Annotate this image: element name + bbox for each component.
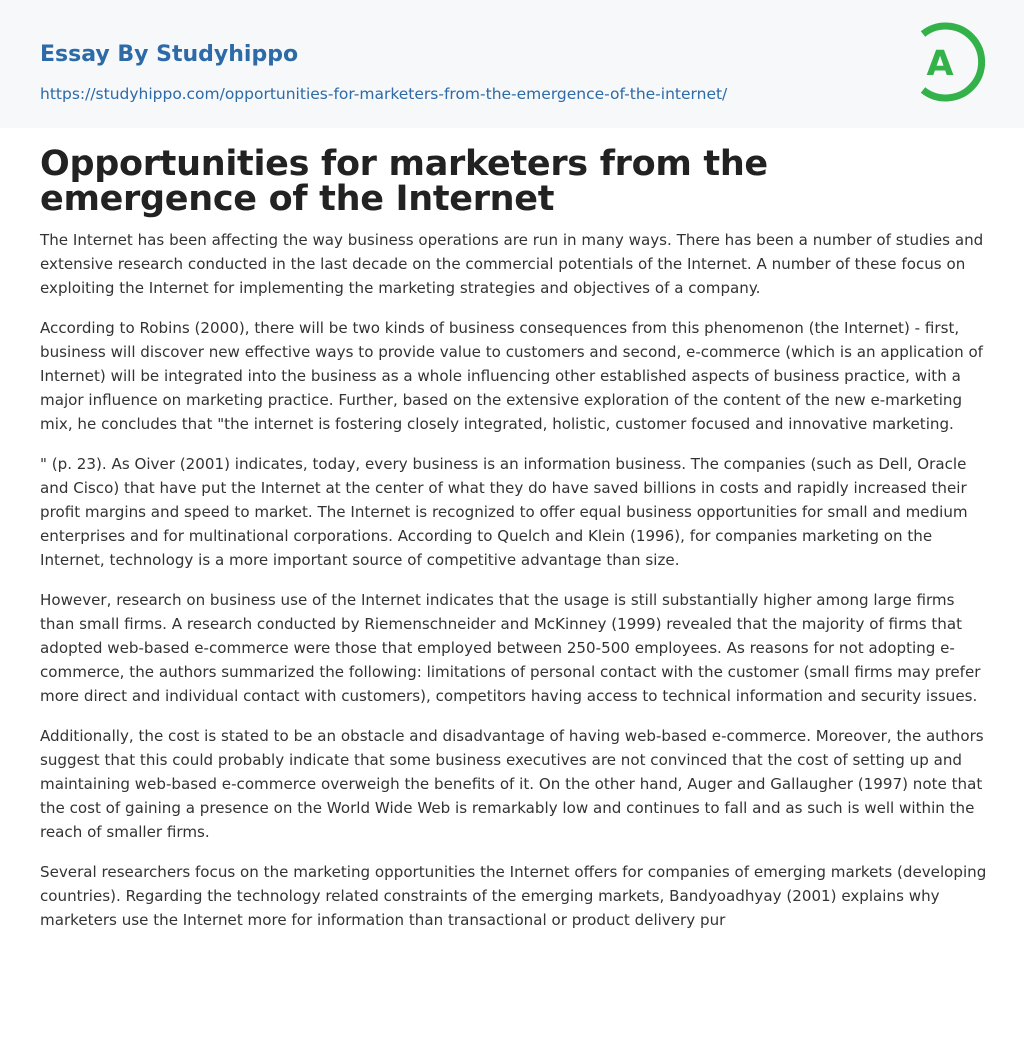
- site-header: [0, 0, 1024, 128]
- essay-paragraph: " (p. 23). As Oiver (2001) indicates, today, every business is an information business. The companies (such as Dell, Oracle and Cisco) that have put the Internet at the center of what they do have saved billions in costs and rapidly increased their profit margins and speed to market. The Internet is recognized to offer equal business opportunities for small and medium enterprises and for multinational corporations. According to Quelch and Klein (1996), for companies marketing on the Internet, technology is a more important source of competitive advantage than size.: [40, 455, 968, 569]
- essay-paragraph: Several researchers focus on the marketing opportunities the Internet offers for companies of emerging markets (developing countries). Regarding the technology related constraints of the emerging markets, Bandyoadhyay (2001) explains why marketers use the Internet more for information than transactional or product delivery pur: [40, 863, 987, 929]
- essay-body: [40, 228, 988, 948]
- studyhippo-logo-icon[interactable]: [909, 18, 989, 106]
- logo-letter: A: [926, 44, 954, 84]
- essay-paragraph: According to Robins (2000), there will be two kinds of business consequences from this phenomenon (the Internet) - first, business will discover new effective ways to provide value to customers and second, e-commerce (which is an application of Internet) will be integrated into the business as a whole influencing other established aspects of business practice, with a major influence on marketing practice. Further, based on the extensive exploration of the content of the new e-marketing mix, he concludes that "the internet is fostering closely integrated, holistic, customer focused and innovative marketing.: [40, 319, 983, 433]
- brand-title[interactable]: Essay By Studyhippo: [40, 42, 299, 67]
- essay-title: Opportunities for marketers from the emergence of the Internet: [40, 144, 768, 219]
- essay-paragraph: The Internet has been affecting the way business operations are run in many ways. There has been a number of studies and extensive research conducted in the last decade on the commercial potentials of the Internet. A number of these focus on exploiting the Internet for implementing the marketing strategies and objectives of a company.: [40, 231, 984, 297]
- essay-paragraph: Additionally, the cost is stated to be an obstacle and disadvantage of having web-based e-commerce. Moreover, the authors suggest that this could probably indicate that some business executives are not convinced that the cost of setting up and maintaining web-based e-commerce overweigh the benefits of it. On the other hand, Auger and Gallaugher (1997) note that the cost of gaining a presence on the World Wide Web is remarkably low and continues to fall and as such is well within the reach of smaller firms.: [40, 727, 984, 841]
- essay-paragraph: However, research on business use of the Internet indicates that the usage is still substantially higher among large firms than small firms. A research conducted by Riemenschneider and McKinney (1999) revealed that the majority of firms that adopted web-based e-commerce were those that employed between 250-500 employees. As reasons for not adopting e-commerce, the authors summarized the following: limitations of personal contact with the customer (small firms may prefer more direct and individual contact with customers), competitors having access to technical information and security issues.: [40, 591, 981, 705]
- source-url-link[interactable]: https://studyhippo.com/opportunities-for-marketers-from-the-emergence-of-the-internet/: [40, 85, 728, 103]
